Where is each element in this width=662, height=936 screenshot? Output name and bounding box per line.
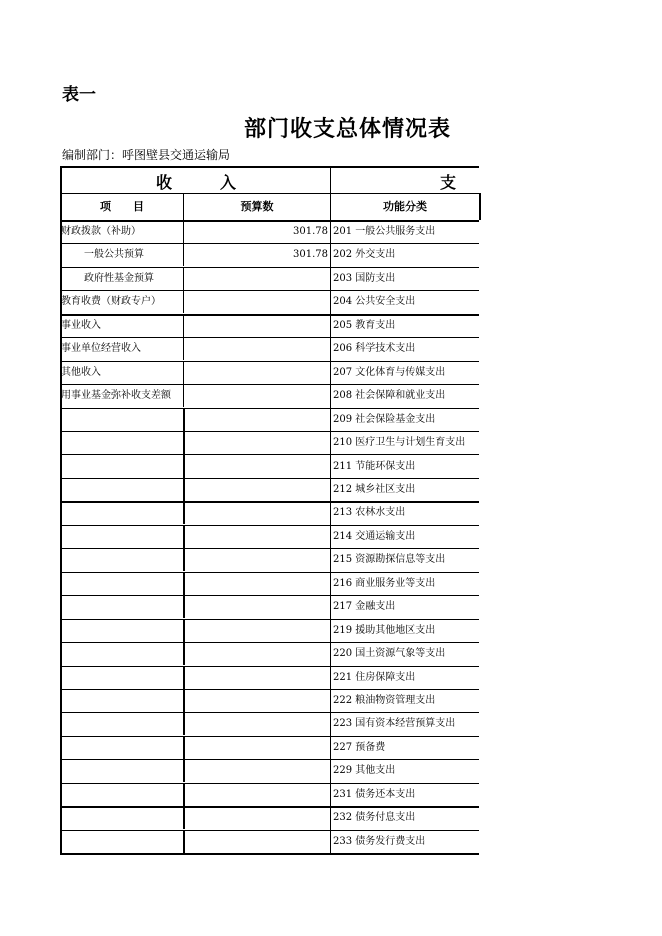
row-divider [60, 853, 479, 855]
expense-function-cell: 220 国土资源气象等支出 [333, 648, 446, 659]
income-item-cell: 事业单位经营收入 [61, 343, 141, 354]
expense-function-cell: 213 农林水支出 [333, 507, 406, 518]
empty-cell-divider [183, 595, 185, 618]
empty-cell-divider [183, 712, 185, 735]
income-item-cell: 用事业基金弥补收支差额 [61, 390, 171, 401]
expense-function-cell: 207 文化体育与传媒支出 [333, 367, 446, 378]
expense-function-cell: 214 交通运输支出 [333, 531, 416, 542]
page-title: 部门收支总体情况表 [244, 117, 452, 142]
empty-cell-divider [183, 642, 185, 665]
income-item-cell: 事业收入 [61, 320, 101, 331]
expense-function-cell: 221 住房保障支出 [333, 672, 416, 683]
expense-function-cell: 222 粮油物资管理支出 [333, 695, 436, 706]
expense-function-cell: 209 社会保险基金支出 [333, 414, 436, 425]
empty-cell-divider [183, 830, 185, 853]
empty-cell-divider [183, 478, 185, 501]
empty-cell-divider [183, 572, 185, 595]
income-item-cell: 财政拨款（补助） [61, 226, 141, 237]
expense-function-cell: 219 援助其他地区支出 [333, 625, 436, 636]
income-item-cell: 一般公共预算 [84, 249, 144, 260]
income-item-cell: 其他收入 [61, 367, 101, 378]
expense-function-cell: 211 节能环保支出 [333, 461, 416, 472]
row-divider [60, 783, 479, 784]
table-top-border [60, 166, 479, 168]
column-header-item: 项 目 [100, 200, 144, 213]
income-expense-divider [330, 166, 331, 854]
expense-function-cell: 210 医疗卫生与计划生育支出 [333, 437, 466, 448]
empty-cell-divider [183, 548, 185, 571]
empty-cell-divider [183, 783, 185, 806]
header-divider [60, 193, 479, 194]
empty-cell-divider [183, 455, 185, 478]
expense-function-cell: 223 国有资本经营预算支出 [333, 718, 456, 729]
empty-cell-divider [183, 501, 185, 524]
table-left-border [60, 166, 62, 855]
row-divider [60, 759, 479, 760]
expense-function-cell: 227 预备费 [333, 742, 386, 753]
row-divider [60, 478, 479, 479]
expense-function-cell: 216 商业服务业等支出 [333, 578, 436, 589]
empty-cell-divider [183, 759, 185, 782]
empty-cell-divider [183, 525, 185, 548]
column-header-function: 功能分类 [383, 200, 427, 213]
row-divider [60, 595, 479, 596]
expense-function-cell: 232 债务付息支出 [333, 812, 416, 823]
row-divider [60, 501, 479, 503]
expense-function-cell: 201 一般公共服务支出 [333, 226, 436, 237]
income-budget-cell [184, 361, 328, 384]
row-divider [60, 666, 479, 667]
expense-function-cell: 215 资源勘探信息等支出 [333, 554, 446, 565]
income-item-cell: 教育收费（财政专户） [61, 296, 161, 307]
expense-function-cell: 217 金融支出 [333, 601, 396, 612]
income-budget-cell [184, 267, 328, 290]
expense-function-cell: 204 公共安全支出 [333, 296, 416, 307]
table-number-label: 表一 [62, 85, 96, 105]
row-divider [60, 525, 479, 526]
header-right-border [479, 193, 481, 220]
department-label: 编制部门：呼图壁县交通运输局 [62, 148, 231, 162]
income-budget-cell [184, 314, 328, 337]
empty-cell-divider [183, 431, 185, 454]
expense-function-cell: 202 外交支出 [333, 249, 396, 260]
expense-function-cell: 229 其他支出 [333, 765, 396, 776]
income-budget-cell [184, 337, 328, 360]
empty-cell-divider [183, 619, 185, 642]
income-header-b: 入 [220, 173, 237, 192]
expense-function-cell: 212 城乡社区支出 [333, 484, 416, 495]
row-divider [60, 736, 479, 737]
income-budget-cell: 301.78 [293, 226, 328, 237]
expense-function-cell: 205 教育支出 [333, 320, 396, 331]
row-divider [60, 454, 479, 455]
expense-function-cell: 231 债务还本支出 [333, 789, 416, 800]
income-budget-cell [184, 290, 328, 313]
income-item-cell: 政府性基金预算 [84, 273, 154, 284]
expense-function-cell: 208 社会保障和就业支出 [333, 390, 446, 401]
expense-function-cell: 206 科学技术支出 [333, 343, 416, 354]
empty-cell-divider [183, 736, 185, 759]
empty-cell-divider [183, 408, 185, 431]
empty-cell-divider [183, 806, 185, 829]
row-divider [60, 806, 479, 808]
column-header-budget: 预算数 [240, 200, 274, 213]
expense-header: 支 [440, 173, 457, 192]
empty-cell-divider [183, 689, 185, 712]
expense-function-cell: 203 国防支出 [333, 273, 396, 284]
income-budget-cell [184, 384, 328, 407]
income-budget-cell: 301.78 [293, 249, 328, 260]
income-header-a: 收 [156, 173, 173, 192]
expense-function-cell: 233 债务发行费支出 [333, 836, 426, 847]
empty-cell-divider [183, 666, 185, 689]
header-col-divider [183, 193, 184, 220]
